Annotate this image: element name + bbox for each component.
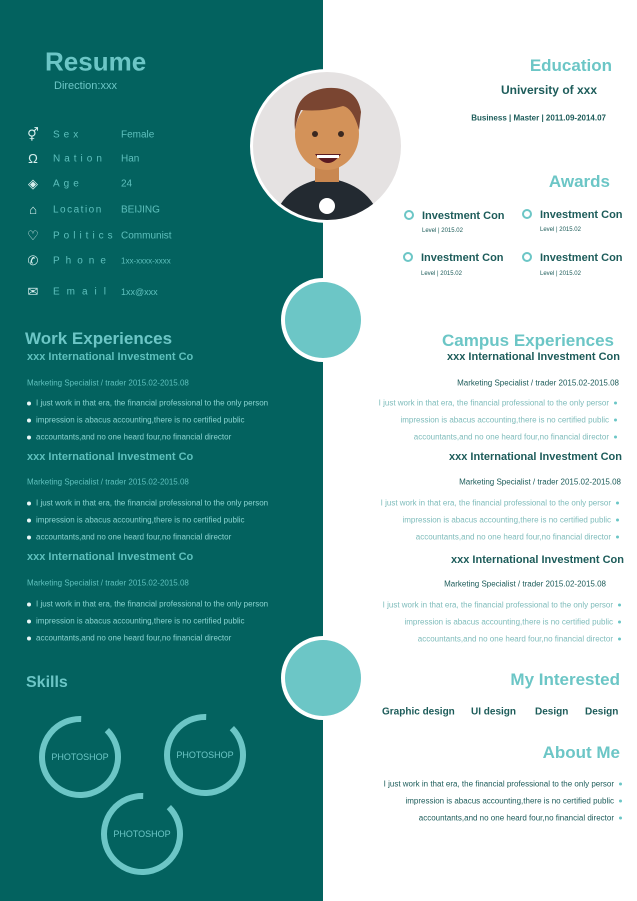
work-bullet: accountants,and no one heard four,no financial director <box>27 634 231 643</box>
info-value: Female <box>121 129 155 141</box>
info-value: 1xx-xxxx-xxxx <box>121 256 171 266</box>
work-bullet: I just work in that era, the financial professional to the only person <box>27 399 268 408</box>
info-value: BEIJING <box>121 204 160 216</box>
education-title: Education <box>529 56 612 75</box>
campus-role: Marketing Specialist / trader 2015.02-2015.08 <box>444 579 606 589</box>
campus-company: xxx International Investment Con <box>447 351 620 363</box>
info-label: Age <box>53 178 83 190</box>
award-circle-icon <box>403 252 413 262</box>
award-name: Investment Con <box>422 210 505 222</box>
campus-bullet: impression is abacus accounting,there is no certified public <box>404 618 621 627</box>
skill-label: PHOTOSHOP <box>51 752 109 762</box>
awards-title: Awards <box>548 172 610 191</box>
work-role: Marketing Specialist / trader 2015.02-2015.08 <box>27 578 189 588</box>
about-bullet: accountants,and no one heard four,no financial director <box>419 814 622 823</box>
campus-bullet: impression is abacus accounting,there is no certified public <box>400 416 617 425</box>
interest-item: Graphic design <box>382 706 455 718</box>
interest-item: UI design <box>471 706 517 718</box>
skill-label: PHOTOSHOP <box>176 750 234 760</box>
campus-bullet: accountants,and no one heard four,no financial director <box>416 533 619 542</box>
campus-bullet: I just work in that era, the financial professional to the only persor <box>383 601 621 610</box>
campus-bullet: accountants,and no one heard four,no financial director <box>414 433 617 442</box>
info-label: Email <box>53 286 114 298</box>
campus-bullet: impression is abacus accounting,there is no certified public <box>402 516 619 525</box>
interest-item: Design <box>585 706 619 718</box>
work-role: Marketing Specialist / trader 2015.02-2015.08 <box>27 477 189 487</box>
info-label: Politics <box>53 230 117 242</box>
skill-label: PHOTOSHOP <box>113 829 171 839</box>
work-company: xxx International Investment Co <box>27 551 194 563</box>
award-circle-icon <box>404 210 414 220</box>
heart-icon: ♡ <box>27 228 39 243</box>
campus-role: Marketing Specialist / trader 2015.02-2015.08 <box>457 378 619 388</box>
work-company: xxx International Investment Co <box>27 351 194 363</box>
home-icon: ⌂ <box>29 202 37 217</box>
award-circle-icon <box>522 209 532 219</box>
info-value: Han <box>121 153 140 165</box>
campus-bullet: accountants,and no one heard four,no financial director <box>418 635 621 644</box>
award-level: Level | 2015.02 <box>540 227 581 233</box>
interests-title: My Interested <box>510 670 620 689</box>
work-bullet: accountants,and no one heard four,no financial director <box>27 533 231 542</box>
mail-icon: ✉ <box>27 284 39 299</box>
decor-circle <box>285 282 361 358</box>
award-level: Level | 2015.02 <box>422 228 463 234</box>
work-bullet: I just work in that era, the financial professional to the only person <box>27 499 268 508</box>
gender-icon: ⚥ <box>27 127 39 142</box>
work-company: xxx International Investment Co <box>27 451 194 463</box>
skills-rings <box>0 700 323 880</box>
school-name: University of xxx <box>500 83 597 97</box>
info-label: Nation <box>53 153 106 165</box>
award-name: Investment Con <box>540 252 623 264</box>
work-bullet: accountants,and no one heard four,no financial director <box>27 433 231 442</box>
info-label: Location <box>53 204 103 216</box>
campus-bullet: I just work in that era, the financial professional to the only persor <box>381 499 619 508</box>
resume-title: Resume <box>45 46 147 77</box>
about-bullet: impression is abacus accounting,there is no certified public <box>405 797 622 806</box>
work-bullet: impression is abacus accounting,there is no certified public <box>27 416 245 425</box>
award-level: Level | 2015.02 <box>540 271 581 277</box>
age-icon: ◈ <box>28 176 38 191</box>
campus-title: Campus Experiences <box>442 331 614 350</box>
direction: Direction:xxx <box>54 80 117 92</box>
award-level: Level | 2015.02 <box>421 271 462 277</box>
about-title: About Me <box>542 743 620 762</box>
work-title: Work Experiences <box>25 329 173 348</box>
campus-company: xxx International Investment Con <box>451 554 624 566</box>
education-detail: Business | Master | 2011.09-2014.07 <box>471 113 606 123</box>
info-label: Phone <box>53 255 112 267</box>
award-name: Investment Con <box>421 252 504 264</box>
info-value: 24 <box>121 178 133 190</box>
work-bullet: I just work in that era, the financial professional to the only person <box>27 600 268 609</box>
skills-title: Skills <box>26 674 68 691</box>
award-circle-icon <box>522 252 532 262</box>
campus-bullet: I just work in that era, the financial professional to the only persor <box>379 399 617 408</box>
campus-company: xxx International Investment Con <box>449 451 622 463</box>
nation-icon: Ω <box>28 151 38 166</box>
work-role: Marketing Specialist / trader 2015.02-2015.08 <box>27 378 189 388</box>
info-value: Communist <box>121 230 172 242</box>
about-bullet: I just work in that era, the financial professional to the only persor <box>384 780 622 789</box>
info-value: 1xx@xxx <box>121 287 158 297</box>
campus-role: Marketing Specialist / trader 2015.02-2015.08 <box>459 477 621 487</box>
info-label: Sex <box>53 129 83 141</box>
work-bullet: impression is abacus accounting,there is no certified public <box>27 617 245 626</box>
phone-icon: ✆ <box>27 253 39 268</box>
avatar <box>253 72 401 220</box>
award-name: Investment Con <box>540 209 623 221</box>
interest-item: Design <box>535 706 569 718</box>
work-bullet: impression is abacus accounting,there is no certified public <box>27 516 245 525</box>
